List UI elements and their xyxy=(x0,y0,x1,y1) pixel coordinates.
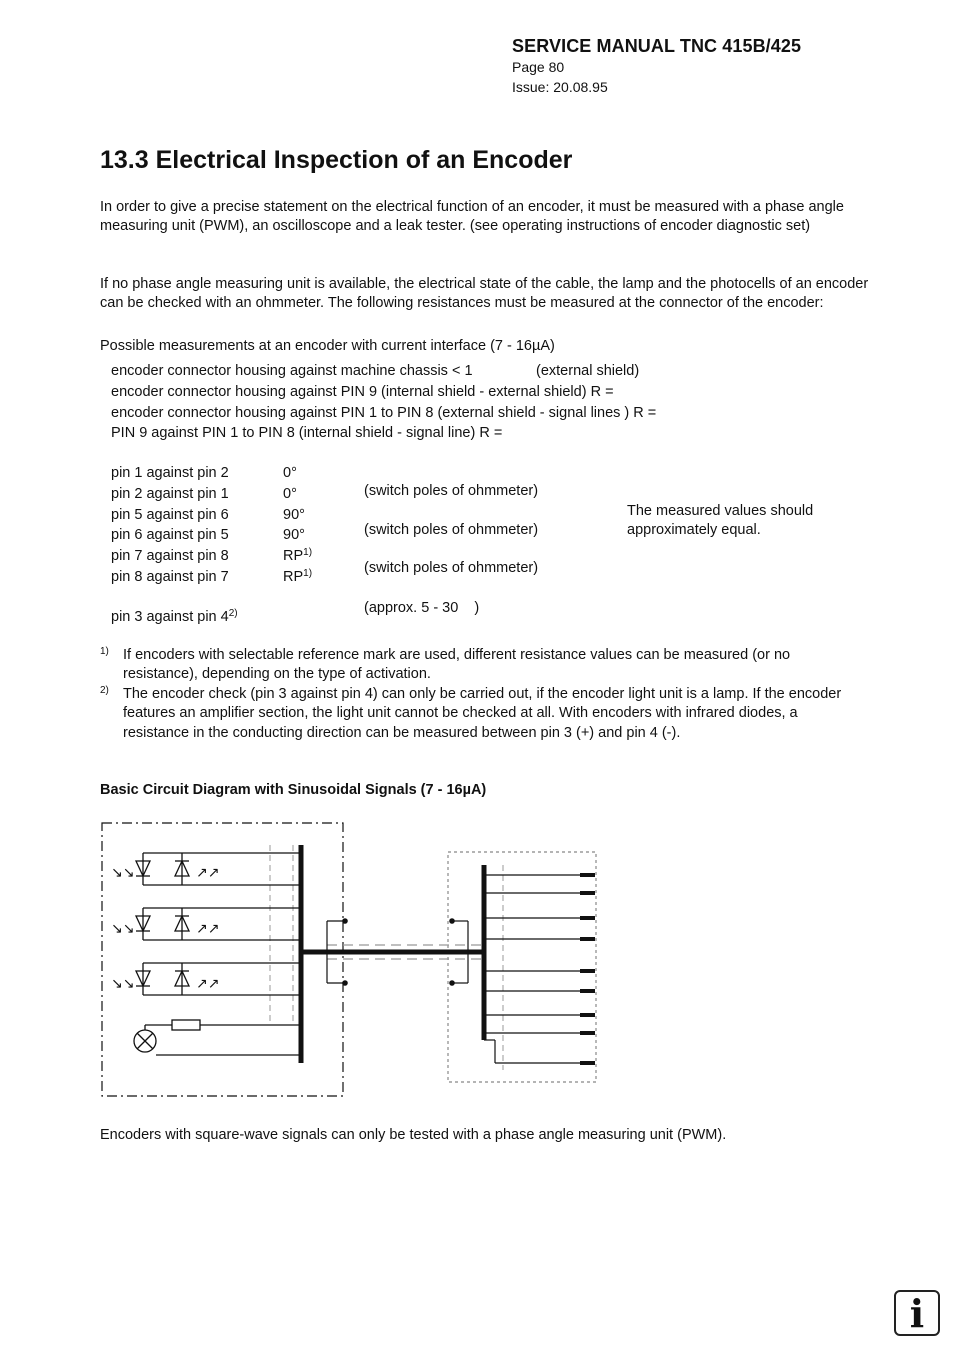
section-heading: 13.3 Electrical Inspection of an Encoder xyxy=(100,146,573,174)
pin-row-2: pin 2 against pin 1 xyxy=(111,486,229,502)
housing-line-1-note: (external shield) xyxy=(536,363,640,379)
pin-row-5-value: RP$^{1)}$ xyxy=(283,547,313,564)
footnote-ref: 2) xyxy=(228,608,238,619)
closing-note: Encoders with square-wave signals can only be tested with a phase angle measuring unit (PWM). xyxy=(100,1127,727,1143)
svg-text:↗↗: ↗↗ xyxy=(196,921,220,937)
svg-text:↗↗: ↗↗ xyxy=(196,865,220,881)
housing-line-1: encoder connector housing against machine chassis < 1 xyxy=(111,363,473,379)
svg-text:↗↗: ↗↗ xyxy=(196,976,220,992)
pin-row-lamp: pin 3 against pin 4$^{2)}$ xyxy=(111,608,238,625)
svg-text:↘↘: ↘↘ xyxy=(111,865,135,881)
photocell-pair-2 xyxy=(111,908,300,940)
intro-paragraph: In order to give a precise statement on the electrical function of an encoder, it must be measured with a phase angle measuring unit (PWM), an oscilloscope and a leak tester. (see operating instructions of encoder diagnostic set) xyxy=(100,199,844,235)
switch-note-2: (switch poles of ohmmeter) xyxy=(364,522,539,538)
pin-row-1-value: 0° xyxy=(283,465,297,481)
pin-row-2-value: 0° xyxy=(283,486,297,502)
footnote-2-text: The encoder check (pin 3 against pin 4) can only be carried out, if the encoder light unit is a lamp. If the encoder features an amplifier section, the light unit cannot be checked at all. With encoders with infrared diodes, a resistance in the conducting direction can be measured between pin 3 (+) and pin 4 (-). xyxy=(123,686,842,741)
pin-row-4: pin 6 against pin 5 xyxy=(111,527,229,543)
svg-text:↘↘: ↘↘ xyxy=(111,921,135,937)
pin-row-6: pin 8 against pin 7 xyxy=(111,569,229,585)
lamp-icon xyxy=(134,1020,300,1055)
housing-line-4: PIN 9 against PIN 1 to PIN 8 (internal shield - signal line) R = xyxy=(111,425,503,441)
measurement-remark: The measured values should approximately equal. xyxy=(627,503,814,538)
switch-note-3: (switch poles of ohmmeter) xyxy=(364,560,539,576)
possible-measurements: Possible measurements at an encoder with current interface (7 - 16µA) xyxy=(100,338,555,354)
connector-pins xyxy=(484,875,595,1063)
connector-boundary xyxy=(448,852,596,1082)
footnote-ref: 1) xyxy=(303,547,313,558)
ohmmeter-paragraph: If no phase angle measuring unit is available, the electrical state of the cable, the lamp and the photocells of an encoder can be checked with an ohmmeter. The following resistances must be measured at the connector of the encoder: xyxy=(100,276,869,312)
pin-row-3: pin 5 against pin 6 xyxy=(111,507,229,523)
circuit-diagram xyxy=(95,815,605,1105)
photocell-pair-3 xyxy=(111,963,300,995)
page-number: Page 80 xyxy=(512,59,565,75)
issue-date: Issue: 20.08.95 xyxy=(512,79,608,95)
photocell-pair-1 xyxy=(111,853,300,885)
info-icon: i xyxy=(894,1290,940,1336)
pin-row-6-value: RP$^{1)}$ xyxy=(283,568,313,585)
pin-row-1: pin 1 against pin 2 xyxy=(111,465,229,481)
footnote-ref: 1) xyxy=(303,568,313,579)
footnote-1-text: If encoders with selectable reference mark are used, different resistance values can be measured (or no resistance), depending on the type of activation. xyxy=(123,647,791,683)
resistor-icon xyxy=(172,1020,200,1030)
svg-text:↘↘: ↘↘ xyxy=(111,976,135,992)
switch-note-1: (switch poles of ohmmeter) xyxy=(364,483,539,499)
housing-line-3: encoder connector housing against PIN 1 to PIN 8 (external shield - signal lines ) R = xyxy=(111,405,657,421)
pin-row-4-value: 90° xyxy=(283,527,305,543)
diagram-title: Basic Circuit Diagram with Sinusoidal Signals (7 - 16µA) xyxy=(100,782,487,798)
housing-line-2: encoder connector housing against PIN 9 (internal shield - external shield) R = xyxy=(111,384,614,400)
pin-row-5: pin 7 against pin 8 xyxy=(111,548,229,564)
footnote-1-mark: 1) xyxy=(100,646,109,657)
manual-title: SERVICE MANUAL TNC 415B/425 xyxy=(512,36,802,56)
pin-row-3-value: 90° xyxy=(283,507,305,523)
footnote-2-mark: 2) xyxy=(100,685,109,696)
lamp-note: (approx. 5 - 30 ) xyxy=(364,600,480,616)
